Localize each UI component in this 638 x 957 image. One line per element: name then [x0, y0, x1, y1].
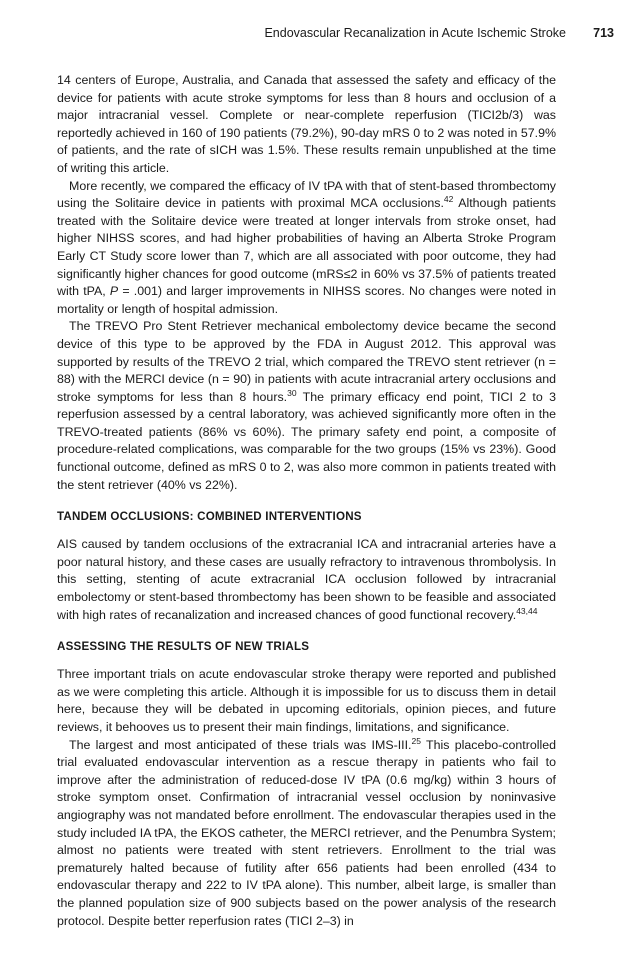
article-body	[57, 72, 556, 930]
paragraph-trevo	[57, 318, 556, 494]
text-run: The TREVO Pro Stent Retriever mechanical embolectomy device became the second device of this type to be approved by the FDA in August 2012. This approval was supported by results of the TREVO 2 trial, which compared the TREVO stent retriever (n = 88) with the MERCI device (n = 90) in patients with acute intracranial artery occlusions and stroke symptoms for less than 8 hours.	[57, 319, 556, 404]
text-run: Although patients treated with the Solitaire device were treated at longer intervals from stroke onset, had higher NIHSS scores, and had higher probabilities of having an Alberta Stroke Program Early CT Study score lower than 7, which are all associated with poor outcome, they had significantly higher chances for good outcome (mRS≤2 in 60% vs 37.5% of patients treated with tPA,	[57, 196, 557, 299]
paragraph-solitaire-vs-tpa	[57, 178, 556, 319]
section-heading-new-trials: ASSESSING THE RESULTS OF NEW TRIALS	[57, 640, 310, 654]
text-run: The primary efficacy end point, TICI 2 to 3 reperfusion assessed by a central laboratory, was achieved significantly more often in the TREVO-treated patients (86% vs 60%). The primary safety end point, a composite of procedure-related complications, was comparable for the two groups (15% vs 23%). Good functional outcome, defined as mRS 0 to 2, was also more common in patients treated with the stent retriever (40% vs 22%).	[57, 389, 556, 492]
page-number: 713	[593, 26, 614, 40]
citation-30: 30	[287, 387, 297, 398]
text-run: AIS caused by tandem occlusions of the extracranial ICA and intracranial arteries have a poor natural history, and these cases are usually refractory to intravenous thrombolysis. In this setting, stenting of acute extracranial ICA occlusion followed by intracranial embolectomy or stent-based thrombectomy has been shown to be feasible and associated with high rates of recanalization and increased chances of good functional recovery.	[57, 537, 556, 622]
paragraph-new-trials-intro: Three important trials on acute endovascular stroke therapy were reported and published as we were completing this article. Although it is impossible for us to discuss them in detail here, because they will be debated in upcoming editorials, opinion pieces, and future reviews, it behooves us to present their main findings, limitations, and significance.	[57, 667, 556, 734]
section-heading-tandem-occlusions: TANDEM OCCLUSIONS: COMBINED INTERVENTIONS	[57, 510, 362, 524]
p-value-label: P	[109, 284, 119, 299]
citation-42: 42	[443, 194, 454, 205]
running-header	[56, 26, 614, 42]
text-run: More recently, we compared the efficacy of IV tPA with that of stent-based thrombectomy using the Solitaire device in patients with proximal MCA occlusions.	[57, 178, 556, 211]
citation-25: 25	[411, 735, 421, 746]
text-run: = .001) and larger improvements in NIHSS scores. No changes were noted in mortality or length of hospital admission.	[57, 284, 556, 316]
running-title: Endovascular Recanalization in Acute Ischemic Stroke	[264, 26, 566, 40]
paragraph-solitaire-registry: 14 centers of Europe, Australia, and Canada that assessed the safety and efficacy of the device for patients with acute stroke symptoms for less than 8 hours and occlusion of a major intracranial vessel. Complete or near-complete reperfusion (TICI2b/3) was reportedly achieved in 160 of 190 patients (79.2%), 90-day mRS 0 to 2 was noted in 57.9% of patients, and the rate of sICH was 1.5%. These results remain unpublished at the time of writing this article.	[57, 73, 556, 175]
text-run: The largest and most anticipated of these trials was IMS-III.	[69, 737, 412, 752]
paragraph-ims-iii	[57, 737, 556, 931]
paragraph-tandem-occlusions	[57, 536, 556, 624]
text-run: This placebo-controlled trial evaluated endovascular intervention as a rescue therapy in patients who fail to improve after the administration of reduced-dose IV tPA (0.6 mg/kg) within 3 hours of stroke symptom onset. Confirmation of intracranial vessel occlusion by noninvasive angiography was not mandated before enrollment. The endovascular therapies used in the study included IA tPA, the EKOS catheter, the MERCI retriever, and the Penumbra System; almost no patients were treated with stent retrievers. Enrollment to the trial was prematurely halted because of futility after 656 patients had been enrolled (434 to endovascular therapy and 222 to IV tPA alone). This number, albeit large, is smaller than the planned population size of 900 subjects based on the power analysis of the research protocol. Despite better reperfusion rates (TICI 2–3) in	[57, 737, 556, 928]
citation-43-44: 43,44	[516, 605, 538, 616]
